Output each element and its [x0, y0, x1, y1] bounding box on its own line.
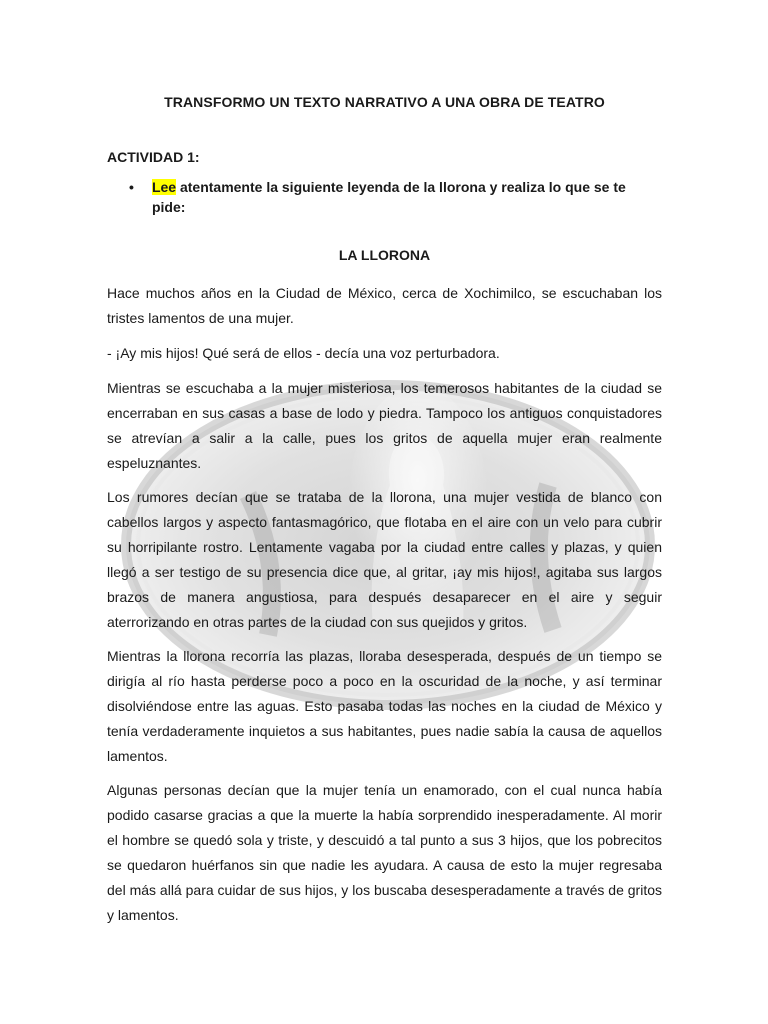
instruction-rest: atentamente la siguiente leyenda de la llorona y realiza lo que se te pide: [151, 179, 626, 215]
activity-heading: ACTIVIDAD 1: [107, 149, 200, 165]
instruction-text [152, 177, 662, 217]
legend-title: LA LLORONA [338, 247, 431, 263]
paragraph: Mientras se escuchaba a la mujer misteriosa, los temerosos habitantes de la ciudad se encerraban en sus casas a base de lodo y piedra. Tampoco los antiguos conquistadores se atrevían a salir a la calle, pues los gritos de aquella mujer eran realmente espeluznantes. [107, 380, 662, 471]
paragraph: Hace muchos años en la Ciudad de México, cerca de Xochimilco, se escuchaban los tristes lamentos de una mujer. [107, 285, 662, 326]
document-content [107, 92, 662, 928]
document-title: TRANSFORMO UN TEXTO NARRATIVO A UNA OBRA DE TEATRO [164, 94, 605, 110]
paragraph: Mientras la llorona recorría las plazas, lloraba desesperada, después de un tiempo se dirigía al río hasta perderse poco a poco en la oscuridad de la noche, y así terminar disolviéndose entre las aguas. Esto pasaba todas las noches en la ciudad de México y tenía verdaderamente inquietos a sus habitantes, pues nadie sabía la causa de aquellos lamentos. [107, 648, 662, 764]
bullet-icon: • [129, 179, 134, 195]
highlighted-word: Lee [151, 179, 177, 195]
paragraph: - ¡Ay mis hijos! Qué será de ellos - decía una voz perturbadora. [107, 345, 500, 361]
instruction-item [107, 177, 662, 217]
paragraph: Algunas personas decían que la mujer tenía un enamorado, con el cual nunca había podido casarse gracias a que la muerte la había sorprendido inesperadamente. Al morir el hombre se quedó sola y triste, y descuidó a tal punto a sus 3 hijos, que los pobrecitos se quedaron huérfanos sin que nadie les ayudara. A causa de esto la mujer regresaba del más allá para cuidar de sus hijos, y los buscaba desesperadamente a través de gritos y lamentos. [107, 782, 662, 923]
paragraph: Los rumores decían que se trataba de la llorona, una mujer vestida de blanco con cabellos largos y aspecto fantasmagórico, que flotaba en el aire con un velo para cubrir su horripilante rostro. Lentamente vagaba por la ciudad entre calles y plazas, y quien llegó a ser testigo de su presencia dice que, al gritar, ¡ay mis hijos!, agitaba sus largos brazos de manera angustiosa, para después desaparecer en el aire y seguir aterrorizando en otras partes de la ciudad con sus quejidos y gritos. [107, 489, 662, 630]
